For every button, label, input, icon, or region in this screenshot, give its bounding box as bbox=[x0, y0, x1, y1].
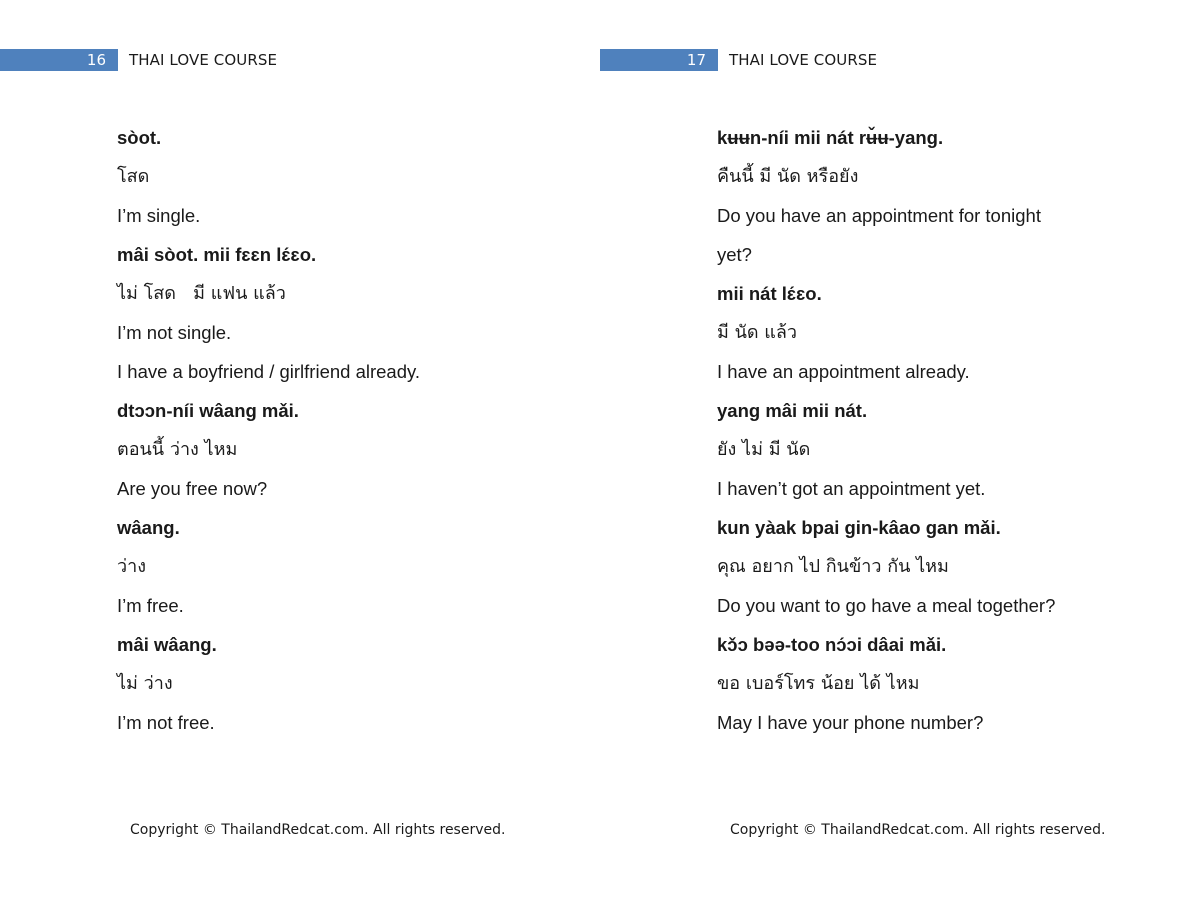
page-header bbox=[600, 49, 1200, 71]
phrase-entry bbox=[117, 235, 587, 391]
phrase-entry bbox=[117, 118, 587, 235]
phrase-entry bbox=[117, 391, 587, 508]
transliteration: kun yàak bpai gin-kâao gan mǎi. bbox=[717, 517, 1001, 538]
phrase-entry bbox=[717, 274, 1187, 391]
running-title: THAI LOVE COURSE bbox=[729, 51, 878, 69]
thai-text: คุณ อยาก ไป กินข้าว กัน ไหม bbox=[717, 556, 949, 577]
transliteration: kɔ̌ɔ bəə-too nɔ́ɔi dâai mǎi. bbox=[717, 634, 947, 655]
thai-text: ไม่ โสด มี แฟน แล้ว bbox=[117, 283, 286, 304]
english-translation: Do you have an appointment for tonight bbox=[717, 205, 1041, 226]
english-translation: Are you free now? bbox=[117, 478, 268, 499]
page-right bbox=[600, 0, 1200, 901]
transliteration: yang mâi mii nát. bbox=[717, 400, 868, 421]
transliteration: sòot. bbox=[117, 127, 162, 148]
transliteration: dtɔɔn-níi wâang mǎi. bbox=[117, 400, 299, 421]
english-translation: I have an appointment already. bbox=[717, 361, 970, 382]
transliteration: kʉʉn-níi mii nát rʉ̌ʉ-yang. bbox=[717, 127, 944, 148]
english-translation: I have a boyfriend / girlfriend already. bbox=[117, 361, 421, 382]
transliteration: wâang. bbox=[117, 517, 180, 538]
transliteration: mii nát lɛ́ɛo. bbox=[717, 283, 822, 304]
thai-text: ว่าง bbox=[117, 556, 147, 577]
phrase-entry bbox=[117, 508, 587, 625]
english-translation: Do you want to go have a meal together? bbox=[717, 595, 1056, 616]
phrase-entry bbox=[717, 508, 1187, 625]
thai-text: มี นัด แล้ว bbox=[717, 322, 798, 343]
phrase-entry bbox=[717, 391, 1187, 508]
english-translation: I’m free. bbox=[117, 595, 184, 616]
thai-text: ยัง ไม่ มี นัด bbox=[717, 439, 811, 460]
thai-text: ขอ เบอร์โทร น้อย ได้ ไหม bbox=[717, 673, 920, 694]
phrase-entry bbox=[117, 625, 587, 742]
phrase-entry bbox=[717, 625, 1187, 742]
english-translation: May I have your phone number? bbox=[717, 712, 984, 733]
english-translation: I’m not single. bbox=[117, 322, 232, 343]
phrase-list bbox=[117, 118, 587, 742]
copyright-footer: Copyright © ThailandRedcat.com. All rights reserved. bbox=[730, 822, 1106, 838]
phrase-list bbox=[717, 118, 1187, 742]
english-translation: I’m not free. bbox=[117, 712, 215, 733]
thai-text: โสด bbox=[117, 166, 150, 187]
running-title: THAI LOVE COURSE bbox=[129, 51, 278, 69]
thai-text: คืนนี้ มี นัด หรือยัง bbox=[717, 166, 859, 187]
page-number: 16 bbox=[0, 49, 118, 71]
english-translation: I haven’t got an appointment yet. bbox=[717, 478, 986, 499]
page-number: 17 bbox=[600, 49, 718, 71]
copyright-footer: Copyright © ThailandRedcat.com. All rights reserved. bbox=[130, 822, 506, 838]
thai-text: ตอนนี้ ว่าง ไหม bbox=[117, 439, 238, 460]
transliteration: mâi wâang. bbox=[117, 634, 217, 655]
english-translation: I’m single. bbox=[117, 205, 201, 226]
phrase-entry bbox=[717, 118, 1187, 274]
page-header bbox=[0, 49, 600, 71]
transliteration: mâi sòot. mii fɛɛn lɛ́ɛo. bbox=[117, 244, 317, 265]
english-translation: yet? bbox=[717, 244, 752, 265]
thai-text: ไม่ ว่าง bbox=[117, 673, 173, 694]
